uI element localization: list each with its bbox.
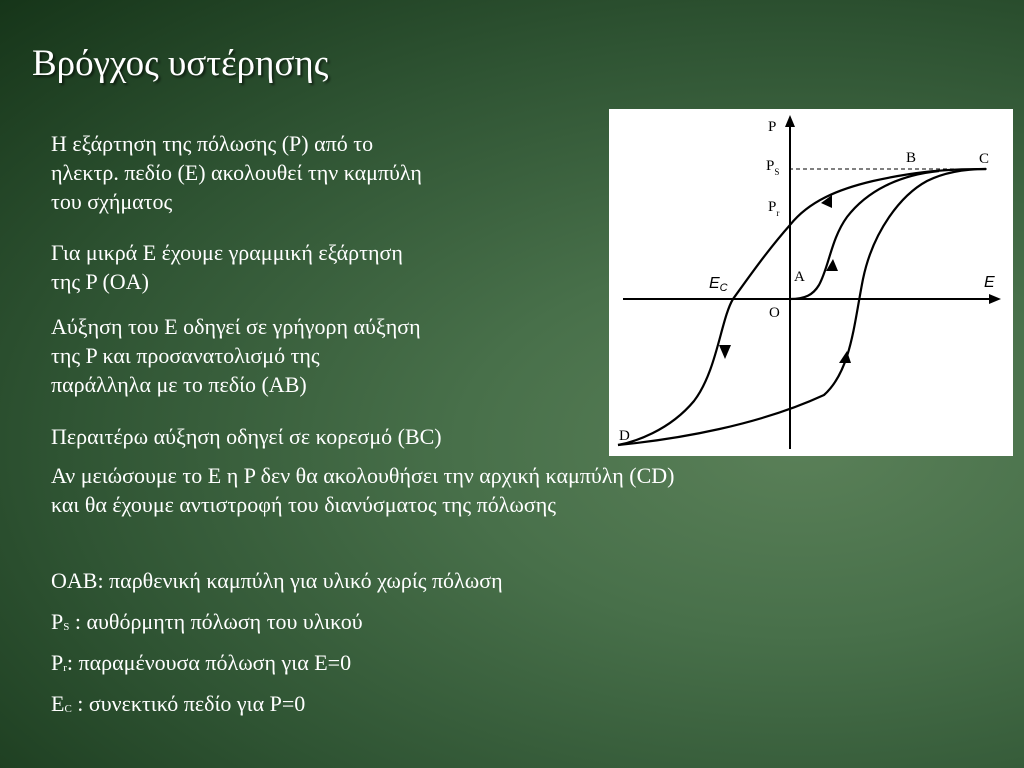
pr-label [768, 199, 779, 218]
paragraph-dependence: Η εξάρτηση της πόλωσης (P) από το ηλεκτρ. πεδίο (Ε) ακολουθεί την καμπύλη του σχήματος [51, 131, 422, 214]
point-c-label: C [979, 151, 990, 167]
lower-branch-dc [618, 169, 986, 445]
axis-p-label: P [768, 119, 777, 135]
pr-label-symbol: P [768, 199, 777, 215]
pr-label-subscript: r [776, 208, 780, 218]
legend-pr-text: : παραμένουσα πόλωση για Ε=0 [66, 650, 352, 675]
legend-pr-symbol: P [51, 650, 64, 675]
ps-label-subscript: S [774, 167, 780, 177]
hysteresis-diagram [609, 109, 1013, 456]
legend-ps-text: : αυθόρμητη πόλωση του υλικού [69, 609, 363, 634]
virgin-curve-oab [790, 171, 939, 299]
slide-title: Βρόγχος υστέρησης [32, 43, 329, 84]
legend-ec-text: : συνεκτικό πεδίο για P=0 [71, 691, 306, 716]
p-axis-arrowhead [785, 115, 795, 127]
legend-pr [51, 648, 351, 682]
hysteresis-figure [609, 109, 1013, 456]
ec-label-symbol: E [709, 275, 720, 292]
point-a-label: A [794, 269, 805, 285]
ps-label-symbol: P [766, 158, 775, 174]
e-axis-arrowhead [989, 294, 1001, 304]
point-b-label: B [906, 150, 917, 166]
paragraph-reversal: Αν μειώσουμε το Ε η P δεν θα ακολουθήσει την αρχική καμπύλη (CD) και θα έχουμε αντιστροφή του διανύσματος της πόλωσης [51, 463, 675, 517]
paragraph-rapid-increase: Αύξηση του Ε οδηγεί σε γρήγορη αύξηση της P και προσανατολισμό της παράλληλα με το πεδίο (ΑΒ) [51, 314, 421, 397]
ec-label-subscript: C [719, 282, 728, 294]
arrow-upper-down [719, 345, 731, 359]
legend-ec [51, 689, 305, 723]
origin-label: O [769, 305, 780, 321]
ec-label [709, 275, 728, 294]
legend-ps-symbol: P [51, 609, 64, 634]
legend-ps-subscript: S [63, 621, 70, 633]
legend-ec-symbol: E [51, 691, 65, 716]
point-d-label: D [619, 428, 630, 444]
axis-e-label: E [984, 274, 995, 291]
paragraph-linear: Για μικρά Ε έχουμε γραμμική εξάρτηση της P (OA) [51, 240, 403, 294]
paragraph-saturation: Περαιτέρω αύξηση οδηγεί σε κορεσμό (BC) [51, 424, 442, 449]
arrow-lower-up [839, 351, 851, 363]
ps-label [766, 158, 779, 177]
legend-ps [51, 607, 363, 641]
legend-oab: OAB: παρθενική καμπύλη για υλικό χωρίς πόλωση [51, 568, 503, 593]
legend-pr-subscript: r [63, 662, 67, 674]
legend-ec-subscript: C [64, 703, 72, 715]
